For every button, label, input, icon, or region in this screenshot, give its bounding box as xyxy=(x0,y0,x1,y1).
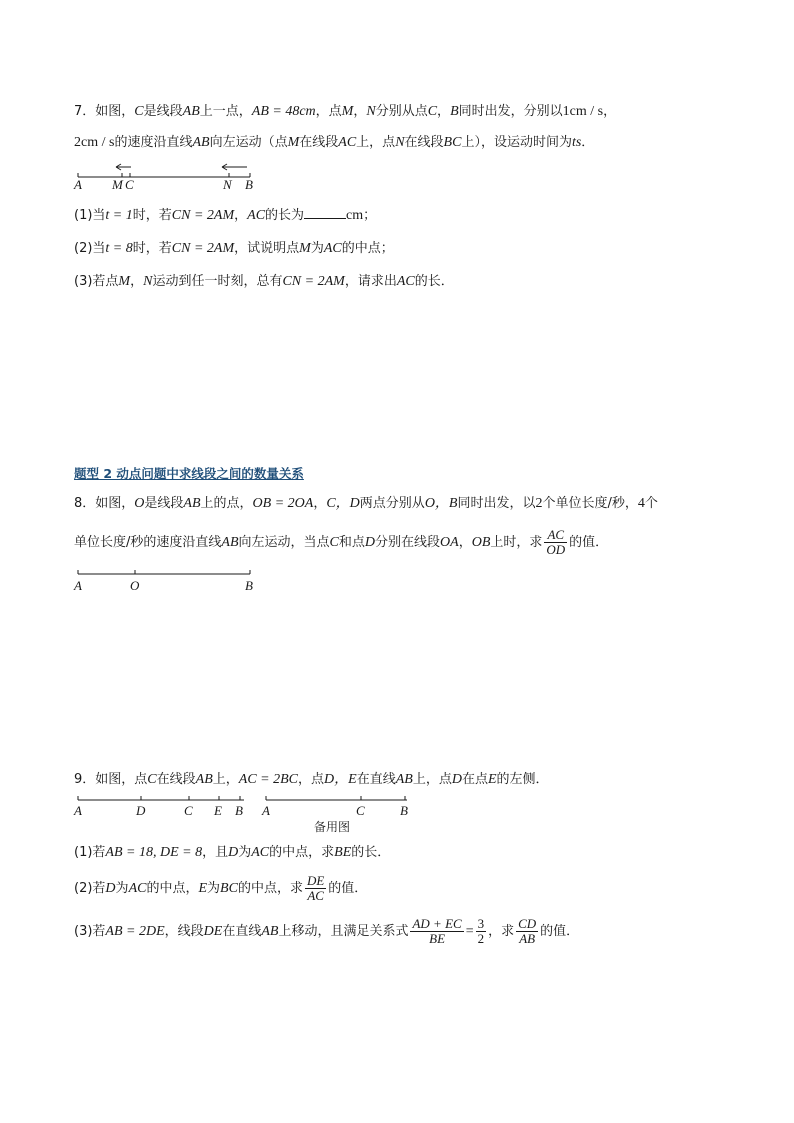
text: 在线段 xyxy=(156,772,196,787)
var-ac: AC xyxy=(128,881,147,896)
var-c: C xyxy=(147,772,157,787)
eq-t1: t = 1 xyxy=(105,208,133,223)
text: 时，若 xyxy=(132,208,172,223)
eq-ab18-de8: AB = 18, DE = 8 xyxy=(105,845,203,860)
text: ， xyxy=(353,104,367,119)
text: ， xyxy=(458,535,472,550)
text: ． xyxy=(581,135,595,150)
label-c: C xyxy=(184,803,193,818)
text: 同时出发，以 xyxy=(457,496,536,511)
q7-line1 xyxy=(74,103,616,121)
text: 分别在线段 xyxy=(375,535,441,550)
text: 上的点， xyxy=(200,496,253,511)
text: 的值． xyxy=(540,924,580,939)
fraction-de-ac xyxy=(305,874,326,903)
frac-num: AD + EC xyxy=(412,916,462,931)
frac-den: BE xyxy=(429,931,446,946)
text: 个单位长度/秒， xyxy=(542,496,638,511)
text: 的长为 xyxy=(265,208,305,223)
frac-den: AB xyxy=(519,931,536,946)
var-c: C xyxy=(427,104,438,119)
var-e: E xyxy=(198,881,208,896)
text: 的中点，求 xyxy=(237,881,303,896)
q8-number: 8．如图， xyxy=(74,496,135,511)
text: 的左侧． xyxy=(496,772,549,787)
eq-cn-2am: CN = 2AM xyxy=(171,241,235,256)
var-c: C xyxy=(329,535,339,550)
text: 的长． xyxy=(351,845,391,860)
q7-part2 xyxy=(74,240,394,258)
text: 分别从点 xyxy=(375,104,428,119)
text: (2)若 xyxy=(74,881,106,896)
var-n: N xyxy=(395,135,405,150)
q9-part3 xyxy=(74,916,579,948)
arrow-left-icon xyxy=(222,164,247,170)
text: (1)当 xyxy=(74,208,106,223)
text: 在直线 xyxy=(222,924,262,939)
label-e: E xyxy=(214,803,222,818)
label-c: C xyxy=(125,177,134,192)
text: 为 xyxy=(115,881,129,896)
section-title: 题型 2 动点问题中求线段之间的数量关系 xyxy=(74,466,304,481)
var-ac: AC xyxy=(396,274,415,289)
var-m: M xyxy=(299,241,311,256)
text: 为 xyxy=(310,241,324,256)
text: 向左运动，当点 xyxy=(238,535,330,550)
eq-cn-2am: CN = 2AM xyxy=(282,274,345,289)
label-c: C xyxy=(356,803,365,818)
var-ab: AB xyxy=(183,496,201,511)
text: (3)若 xyxy=(74,924,106,939)
var-ab: AB xyxy=(395,772,413,787)
text: ， xyxy=(313,496,327,511)
var-de: D，E xyxy=(324,772,357,787)
answer-blank[interactable] xyxy=(304,206,346,219)
q7-part3 xyxy=(74,273,454,291)
text: ， xyxy=(130,274,144,289)
label-a: A xyxy=(74,177,82,192)
eq-ac-2bc: AC = 2BC xyxy=(238,772,298,787)
frac-num: DE xyxy=(306,873,325,888)
q7-line2 xyxy=(74,134,594,152)
unit-cm: cm xyxy=(346,208,364,223)
text: ，试说明点 xyxy=(234,241,300,256)
text: ，线段 xyxy=(164,924,204,939)
text: 的长． xyxy=(414,274,454,289)
var-b: B xyxy=(450,104,459,119)
label-d: D xyxy=(136,803,146,818)
var-d: D xyxy=(364,535,375,550)
eq-ab-48: AB = 48cm xyxy=(251,104,316,119)
label-o: O xyxy=(130,578,140,593)
var-d: D xyxy=(105,881,116,896)
fraction-ac-od xyxy=(544,528,567,557)
var-m: M xyxy=(287,135,300,150)
text: ，点 xyxy=(315,104,342,119)
var-d: D xyxy=(451,772,462,787)
q7-part1 xyxy=(74,206,376,225)
frac-den: OD xyxy=(546,542,566,557)
frac-den: 2 xyxy=(477,931,485,946)
q9-part1 xyxy=(74,844,390,862)
text: 的中点； xyxy=(341,241,394,256)
var-e: E xyxy=(487,772,497,787)
text: 在线段 xyxy=(404,135,444,150)
text: 上时，求 xyxy=(490,535,543,550)
text: 为 xyxy=(207,881,221,896)
var-n: N xyxy=(143,274,153,289)
var-m: M xyxy=(341,104,354,119)
q8-line1 xyxy=(74,495,658,513)
var-bc: BC xyxy=(220,881,238,896)
speed-1: 1cm / s xyxy=(562,104,604,119)
var-ob: O，B xyxy=(424,496,458,511)
var-ac: AC xyxy=(251,845,270,860)
text: 是线段 xyxy=(143,104,183,119)
equals-sign: = xyxy=(465,924,474,939)
var-ob: OB xyxy=(471,535,491,550)
q8-figure xyxy=(74,565,274,595)
frac-num: AC xyxy=(544,528,567,543)
q9-figure xyxy=(74,794,434,842)
text: ，点 xyxy=(298,772,325,787)
text: 在点 xyxy=(461,772,488,787)
num-2: 2 xyxy=(535,496,543,511)
num-4: 4 xyxy=(637,496,645,511)
var-bc: BC xyxy=(443,135,462,150)
var-ab: AB xyxy=(261,924,279,939)
text: 在线段 xyxy=(299,135,339,150)
text: 的中点，求 xyxy=(269,845,335,860)
q7-figure xyxy=(74,160,274,190)
text: ，求 xyxy=(488,924,515,939)
var-ac: AC xyxy=(338,135,357,150)
text: 两点分别从 xyxy=(359,496,425,511)
label-a: A xyxy=(262,803,270,818)
text: 上一点， xyxy=(199,104,252,119)
text: 的中点， xyxy=(146,881,199,896)
label-b: B xyxy=(245,578,253,593)
text: 是线段 xyxy=(144,496,184,511)
label-m: M xyxy=(112,177,123,192)
text: (2)当 xyxy=(74,241,106,256)
text: 个 xyxy=(644,496,658,511)
var-ab: AB xyxy=(182,104,200,119)
text: ， xyxy=(437,104,451,119)
text: ； xyxy=(363,208,377,223)
eq-ob-2oa: OB = 2OA xyxy=(252,496,314,511)
text: 上移动，且满足关系式 xyxy=(278,924,409,939)
var-de: DE xyxy=(203,924,223,939)
fraction-cd-ab xyxy=(516,917,538,946)
q9-diagram-2 xyxy=(261,796,408,834)
eq-t8: t = 8 xyxy=(105,241,133,256)
text: ，且 xyxy=(202,845,229,860)
label-a: A xyxy=(74,578,82,593)
text: 上），设运动时间为 xyxy=(461,135,572,150)
text: 运动到任一时刻，总有 xyxy=(152,274,283,289)
text: 的速度沿直线 xyxy=(114,135,193,150)
label-a: A xyxy=(74,803,82,818)
fraction-ad-ec-be xyxy=(410,917,463,946)
var-oa: OA xyxy=(440,535,459,550)
var-ac: AC xyxy=(247,208,266,223)
q9-diagram-1 xyxy=(73,796,244,818)
q9-number: 9．如图，点 xyxy=(74,772,148,787)
var-ab: AB xyxy=(195,772,213,787)
eq-cn-2am: CN = 2AM xyxy=(171,208,235,223)
text: (3)若点 xyxy=(74,274,119,289)
text: ， xyxy=(234,208,248,223)
var-m: M xyxy=(118,274,131,289)
var-ts: ts xyxy=(571,135,582,150)
frac-den: AC xyxy=(307,888,324,903)
label-b: B xyxy=(235,803,243,818)
text: 在直线 xyxy=(356,772,396,787)
var-ab: AB xyxy=(192,135,210,150)
text: 单位长度/秒的速度沿直线 xyxy=(74,535,222,550)
text: 向左运动（点 xyxy=(209,135,288,150)
var-cd: C，D xyxy=(326,496,360,511)
text: (1)若 xyxy=(74,845,106,860)
speed-2: 2cm / s xyxy=(74,135,115,150)
q9-line1 xyxy=(74,771,549,789)
text: 和点 xyxy=(338,535,365,550)
eq-ab-2de: AB = 2DE xyxy=(105,924,165,939)
var-be: BE xyxy=(334,845,352,860)
text: 的值． xyxy=(328,881,368,896)
var-c: C xyxy=(134,104,144,119)
text: 同时出发，分别以 xyxy=(458,104,563,119)
label-n: N xyxy=(223,177,232,192)
q9-part2 xyxy=(74,874,367,904)
text: 上，点 xyxy=(412,772,452,787)
q8-line2 xyxy=(74,528,608,558)
text: 为 xyxy=(238,845,252,860)
text: ，请求出 xyxy=(344,274,397,289)
text: 上，点 xyxy=(356,135,396,150)
var-ab: AB xyxy=(221,535,239,550)
var-o: O xyxy=(134,496,145,511)
arrow-left-icon xyxy=(116,164,131,170)
spare-figure-caption: 备用图 xyxy=(314,820,351,834)
label-b: B xyxy=(400,803,408,818)
q7-number: 7．如图， xyxy=(74,104,135,119)
label-b: B xyxy=(245,177,253,192)
var-d: D xyxy=(228,845,239,860)
text: 时，若 xyxy=(132,241,172,256)
var-n: N xyxy=(366,104,376,119)
text: 上， xyxy=(212,772,239,787)
frac-num: 3 xyxy=(477,916,485,931)
frac-num: CD xyxy=(518,916,537,931)
text: 的值． xyxy=(569,535,609,550)
var-ac: AC xyxy=(323,241,342,256)
text: ， xyxy=(603,104,617,119)
fraction-3-2 xyxy=(476,917,487,946)
